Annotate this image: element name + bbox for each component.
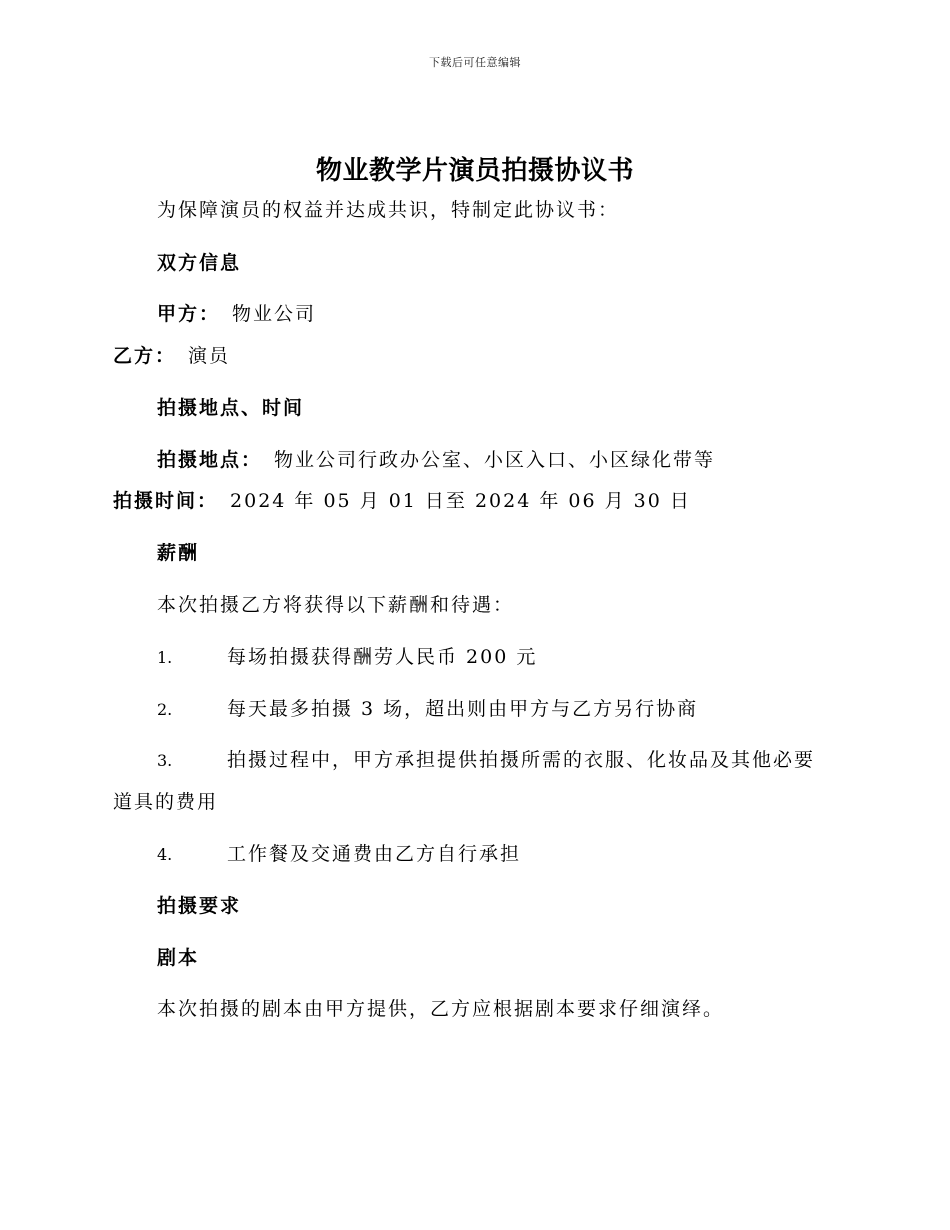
location-line xyxy=(157,448,715,472)
pay-intro: 本次拍摄乙方将获得以下薪酬和待遇： xyxy=(157,594,515,616)
party-a-label: 甲方： xyxy=(157,303,221,325)
location-label: 拍摄地点： xyxy=(157,449,263,471)
pay-item-4 xyxy=(157,842,521,867)
document-title: 物业教学片演员拍摄协议书 xyxy=(315,156,634,186)
party-b-value: 演员 xyxy=(188,345,231,367)
list-item-text: 拍摄过程中，甲方承担提供拍摄所需的衣服、化妆品及其他必要 xyxy=(227,749,816,771)
list-item-number: 3. xyxy=(157,751,173,770)
script-subheading: 剧本 xyxy=(157,947,200,969)
time-label: 拍摄时间： xyxy=(113,490,219,512)
list-item-number: 1. xyxy=(157,648,173,667)
list-item-text: 每场拍摄获得酬劳人民币 200 元 xyxy=(227,646,538,668)
pay-item-3-continuation: 道具的费用 xyxy=(113,791,219,813)
pay-heading: 薪酬 xyxy=(157,542,200,564)
party-a-value: 物业公司 xyxy=(232,303,317,325)
pay-item-2 xyxy=(157,697,698,722)
party-b-label: 乙方： xyxy=(113,345,177,367)
location-time-heading: 拍摄地点、时间 xyxy=(157,397,305,419)
list-item-number: 2. xyxy=(157,700,173,719)
list-item-text: 每天最多拍摄 3 场，超出则由甲方与乙方另行协商 xyxy=(227,698,699,720)
pay-item-3 xyxy=(157,748,815,773)
time-value: 2024 年 05 月 01 日至 2024 年 06 月 30 日 xyxy=(230,490,691,512)
pay-item-1 xyxy=(157,645,537,670)
script-paragraph: 本次拍摄的剧本由甲方提供，乙方应根据剧本要求仔细演绎。 xyxy=(157,998,725,1020)
list-item-text: 工作餐及交通费由乙方自行承担 xyxy=(227,843,522,865)
party-a-line xyxy=(157,302,316,326)
time-line xyxy=(113,489,691,513)
party-b-line xyxy=(113,344,230,368)
intro-paragraph: 为保障演员的权益并达成共识，特制定此协议书： xyxy=(157,199,620,221)
page-header-note: 下载后可任意编辑 xyxy=(429,56,521,69)
requirements-heading: 拍摄要求 xyxy=(157,895,242,917)
list-item-number: 4. xyxy=(157,845,173,864)
parties-heading: 双方信息 xyxy=(157,252,242,274)
location-value: 物业公司行政办公室、小区入口、小区绿化带等 xyxy=(274,449,716,471)
